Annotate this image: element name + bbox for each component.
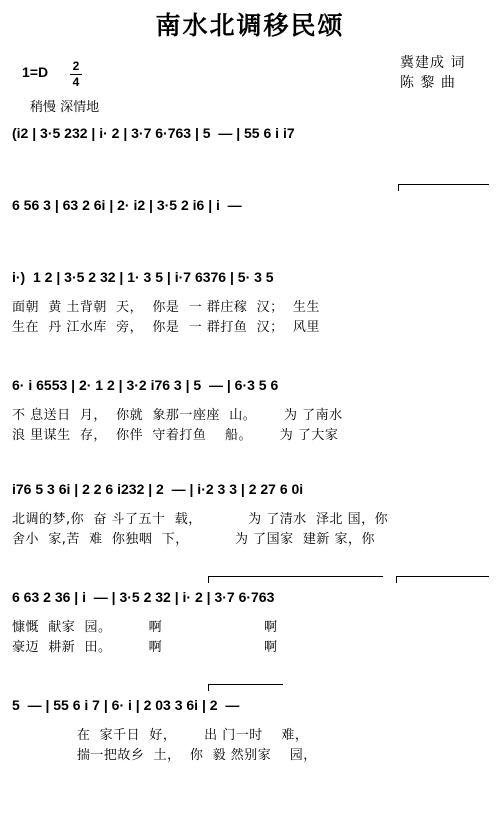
notation-text: (i2 | 3·5 232 | i· 2 | 3·7 6·763 | 5 — | 55 6 i i7 [12,125,295,141]
lyric-verse-2: 舍小 家,苦 难 你独咽 下， 为 了国家 建新 家，你 [12,532,376,547]
key-signature: 1=D [22,64,49,80]
notation-line [12,582,490,612]
lyric-verse-1: 北调的梦,你 奋 斗了五十 载， 为 了清水 泽北 国，你 [12,512,389,527]
notation-line [12,370,490,400]
lyric-verse-1: 慷慨 献家 园。 啊 啊 [12,620,278,635]
notation-text: 6 63 2 36 | i — | 3·5 2 32 | i· 2 | 3·7 6·763 [12,589,275,605]
meter-bottom: 4 [72,75,80,89]
lyric-verse-2: 揣一把故乡 土， 你 毅 然别家 园， [12,748,317,763]
composer-credit: 陈 黎 曲 [400,75,456,91]
notation-line [12,690,490,720]
notation-line [12,118,490,148]
notation-text: 5 — | 55 6 i 7 | 6· i | 2 03 3 6i | 2 — [12,697,240,713]
lyric-verse-2: 浪 里谋生 存， 你伴 守着打鱼 船。 为 了大家 [12,428,339,443]
lyric-verse-2: 豪迈 耕新 田。 啊 啊 [12,640,278,655]
notation-text: i·) 1 2 | 3·5 2 32 | 1· 3 5 | i·7 6376 | 5· 3 5 [12,269,274,285]
tempo-marking: 稍慢 深情地 [30,100,100,115]
notation-line [12,262,490,292]
notation-text: 6 56 3 | 63 2 6i | 2· i2 | 3·5 2 i6 | i — [12,197,242,213]
notation-line [12,190,490,220]
lyric-verse-1: 在 家千日 好， 出 门一时 难， [12,728,309,743]
lyricist-credit: 冀建成 词 [400,55,466,71]
notation-line [12,474,490,504]
meter-top: 2 [72,59,80,73]
lyric-verse-1: 面朝 黄 土背朝 天， 你是 一 群庄稼 汉； 生生 [12,300,320,315]
notation-text: 6· i 6553 | 2· 1 2 | 3·2 i76 3 | 5 — | 6·3 5 6 [12,377,279,393]
lyric-verse-1: 不 息送日 月， 你就 象那一座座 山。 为 了南水 [12,408,343,423]
notation-text: i76 5 3 6i | 2 2 6 i232 | 2 — | i·2 3 3 | 2 27 6 0i [12,481,304,497]
song-title: 南水北调移民颂 [155,11,345,40]
lyric-verse-2: 生在 丹 江水库 旁， 你是 一 群打鱼 汉； 风里 [12,320,320,335]
time-signature [70,60,82,89]
